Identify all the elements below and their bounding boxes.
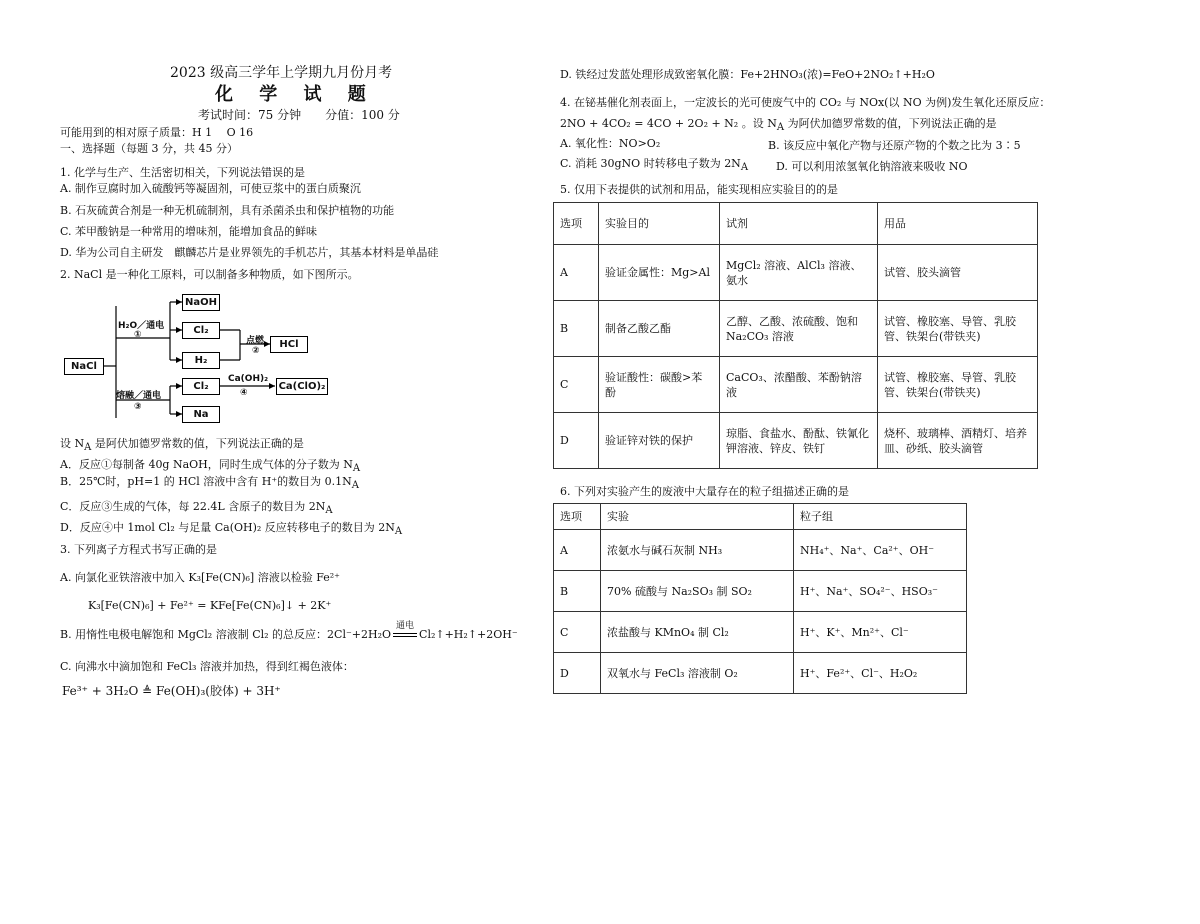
table-header-cell: 粒子组 (794, 504, 967, 530)
table-header-cell: 用品 (878, 203, 1038, 245)
table-cell: 验证金属性：Mg>Al (599, 245, 720, 301)
node-nacl: NaCl (64, 358, 104, 375)
q6-table (553, 503, 967, 694)
table-cell: A (554, 245, 599, 301)
table-header-cell: 选项 (554, 504, 601, 530)
q6-stem: 6. 下列对实验产生的废液中大量存在的粒子组描述正确的是 (560, 485, 849, 498)
label-molten-electrolysis: 熔融／通电 (116, 391, 162, 401)
table-cell: D (554, 653, 601, 694)
table-cell: 试管、胶头滴管 (878, 245, 1038, 301)
table-cell: C (554, 357, 599, 413)
label-ignite: 点燃 (246, 336, 265, 346)
q3-option-a-equation: K₃[Fe(CN)₆] + Fe²⁺ = KFe[Fe(CN)₆]↓ + 2K⁺ (88, 599, 332, 612)
q5-table (553, 202, 1038, 469)
table-cell: H⁺、Fe²⁺、Cl⁻、H₂O₂ (794, 653, 967, 694)
node-hcl: HCl (270, 336, 308, 353)
table-cell: CaCO₃、浓醋酸、苯酚钠溶液 (720, 357, 878, 413)
table-cell: 70% 硫酸与 Na₂SO₃ 制 SO₂ (601, 571, 794, 612)
label-reaction-4: ④ (240, 388, 248, 398)
table-row (554, 653, 967, 694)
q4-equation: 2NO + 4CO₂ = 4CO + 2O₂ + N₂ 。设 $N_A$ 为阿伏加德罗常数的值，下列说法正确的是 (560, 117, 997, 134)
table-cell: 验证锌对铁的保护 (599, 413, 720, 469)
q5-stem: 5. 仅用下表提供的试剂和用品，能实现相应实验目的的是 (560, 183, 838, 196)
table-cell: B (554, 571, 601, 612)
table-header-cell: 选项 (554, 203, 599, 245)
q2-option-a: A．反应①每制备 40g NaOH，同时生成气体的分子数为 $N_A$ (60, 458, 361, 475)
q4-option-d: D. 可以利用浓氢氧化钠溶液来吸收 NO (776, 160, 968, 173)
table-cell: MgCl₂ 溶液、AlCl₃ 溶液、氨水 (720, 245, 878, 301)
q3-option-b: B. 用惰性电极电解饱和 MgCl₂ 溶液制 Cl₂ 的总反应：2Cl⁻+2H₂O 通电 Cl₂↑+H₂↑+2OH⁻ (60, 621, 518, 641)
q2-option-d: D．反应④中 1mol Cl₂ 与足量 Ca(OH)₂ 反应转移电子的数目为 $2N_A$ (60, 521, 403, 538)
table-cell: 烧杯、玻璃棒、酒精灯、培养皿、砂纸、胶头滴管 (878, 413, 1038, 469)
label-reaction-2: ② (252, 346, 260, 356)
q2-option-b: B．25℃时，pH=1 的 HCl 溶液中含有 H⁺的数目为 $0.1N_A$ (60, 475, 359, 492)
node-na: Na (182, 406, 220, 423)
table-row (554, 245, 1038, 301)
q2-sub-stem: 设 $N_A$ 是阿伏加德罗常数的值，下列说法正确的是 (60, 437, 304, 454)
table-cell: 试管、橡胶塞、导管、乳胶管、铁架台(带铁夹) (878, 357, 1038, 413)
q4-option-c: C. 消耗 30gNO 时转移电子数为 $2N_A$ (560, 157, 749, 174)
q3-option-c: C. 向沸水中滴加饱和 FeCl₃ 溶液并加热，得到红褐色液体： (60, 660, 354, 673)
label-h2o-electrolysis: H₂O／通电 (118, 321, 165, 331)
node-cl2-bottom: Cl₂ (182, 378, 220, 395)
q2-option-c: C．反应③生成的气体，每 22.4L 含原子的数目为 $2N_A$ (60, 500, 333, 517)
table-row (554, 571, 967, 612)
label-caoh2: Ca(OH)₂ (228, 374, 269, 384)
table-cell: D (554, 413, 599, 469)
table-cell: 验证酸性：碳酸>苯酚 (599, 357, 720, 413)
q4-option-b: B. 该反应中氧化产物与还原产物的个数之比为 3∶5 (768, 139, 1021, 152)
node-caclo2: Ca(ClO)₂ (276, 378, 328, 395)
node-cl2-top: Cl₂ (182, 322, 220, 339)
table-row (554, 413, 1038, 469)
table-row (554, 612, 967, 653)
table-row (554, 357, 1038, 413)
table-cell: A (554, 530, 601, 571)
table-cell: 制备乙酸乙酯 (599, 301, 720, 357)
table-cell: 乙醇、乙酸、浓硫酸、饱和 Na₂CO₃ 溶液 (720, 301, 878, 357)
table-cell: 琼脂、食盐水、酚酞、铁氰化钾溶液、锌皮、铁钉 (720, 413, 878, 469)
table-cell: H⁺、Na⁺、SO₄²⁻、HSO₃⁻ (794, 571, 967, 612)
label-reaction-1: ① (134, 330, 142, 340)
table-cell: 试管、橡胶塞、导管、乳胶管、铁架台(带铁夹) (878, 301, 1038, 357)
table-header-row (554, 504, 967, 530)
q1-option-d: D. 华为公司自主研发 麒麟芯片是业界领先的手机芯片，其基本材料是单晶硅 (60, 246, 439, 259)
q4-option-a: A. 氧化性：NO>O₂ (560, 137, 661, 150)
section-heading: 一、选择题（每题 3 分，共 45 分） (60, 142, 238, 155)
table-cell: 浓盐酸与 KMnO₄ 制 Cl₂ (601, 612, 794, 653)
q3-option-a: A. 向氯化亚铁溶液中加入 K₃[Fe(CN)₆] 溶液以检验 Fe²⁺ (60, 571, 340, 584)
table-header-cell: 实验 (601, 504, 794, 530)
node-h2: H₂ (182, 352, 220, 369)
table-cell: B (554, 301, 599, 357)
q3-option-d: D. 铁经过发蓝处理形成致密氧化膜：Fe+2HNO₃(浓)=FeO+2NO₂↑+H₂O (560, 68, 935, 81)
q1-option-b: B. 石灰硫黄合剂是一种无机硫制剂，具有杀菌杀虫和保护植物的功能 (60, 204, 395, 217)
q3-stem: 3. 下列离子方程式书写正确的是 (60, 543, 217, 556)
table-row (554, 530, 967, 571)
q1-option-a: A. 制作豆腐时加入硫酸钙等凝固剂，可使豆浆中的蛋白质聚沉 (60, 182, 361, 195)
atomic-mass-note: 可能用到的相对原子质量：H 1 O 16 (60, 126, 254, 139)
table-header-cell: 实验目的 (599, 203, 720, 245)
q2-stem: 2. NaCl 是一种化工原料，可以制备多种物质，如下图所示。 (60, 268, 359, 281)
exam-title: 2023 级高三学年上学期九月份月考 (170, 65, 393, 81)
table-cell: 浓氨水与碱石灰制 NH₃ (601, 530, 794, 571)
q1-option-c: C. 苯甲酸钠是一种常用的增味剂，能增加食品的鲜味 (60, 225, 318, 238)
table-row (554, 301, 1038, 357)
table-cell: C (554, 612, 601, 653)
q1-stem: 1. 化学与生产、生活密切相关，下列说法错误的是 (60, 166, 305, 179)
table-cell: NH₄⁺、Na⁺、Ca²⁺、OH⁻ (794, 530, 967, 571)
table-cell: 双氧水与 FeCl₃ 溶液制 O₂ (601, 653, 794, 694)
table-cell: H⁺、K⁺、Mn²⁺、Cl⁻ (794, 612, 967, 653)
q3-option-c-equation: Fe³⁺ + 3H₂O ≜ Fe(OH)₃(胶体) + 3H⁺ (62, 684, 281, 698)
table-header-cell: 试剂 (720, 203, 878, 245)
table-header-row (554, 203, 1038, 245)
label-reaction-3: ③ (134, 402, 142, 412)
q4-stem: 4. 在铋基催化剂表面上，一定波长的光可使废气中的 CO₂ 与 NOx(以 NO 为例)发生氧化还原反应： (560, 96, 1051, 109)
exam-info: 考试时间：75 分钟 分值：100 分 (198, 108, 400, 122)
node-naoh: NaOH (182, 294, 220, 311)
subject-title: 化 学 试 题 (215, 84, 376, 105)
